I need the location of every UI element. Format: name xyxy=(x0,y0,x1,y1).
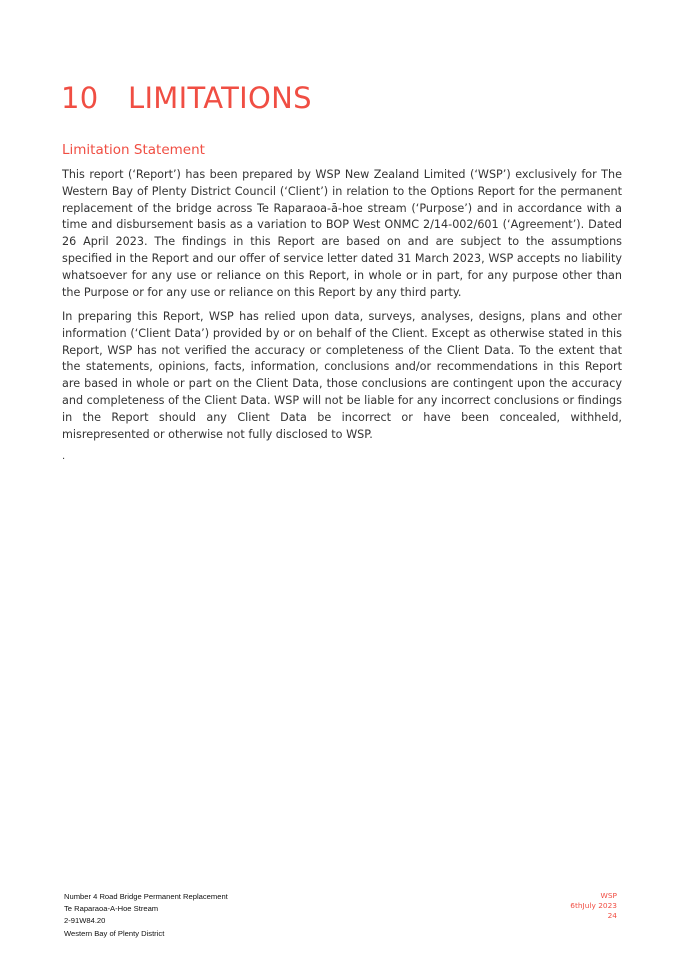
paragraph-client-data: In preparing this Report, WSP has relied upon data, surveys, analyses, designs, plans and other information (‘Client Data’) provided by or on behalf of the Client. Except as otherwise stated in this Report, WSP has not verified the accuracy or completeness of the Client Data. To the extent that the statements, opinions, facts, information, conclusions and/or recommendations in this Report are based in whole or part on the Client Data, those conclusions are contingent upon the accuracy and completeness of the Client Data. WSP will not be liable for any incorrect conclusions or findings in the Report should any Client Data be incorrect or have been concealed, withheld, misrepresented or otherwise not fully disclosed to WSP. xyxy=(62,310,622,441)
footer-company: WSP xyxy=(600,891,617,900)
footer-project-code: 2-91W84.20 xyxy=(64,916,106,926)
chapter-heading xyxy=(61,81,312,115)
footer-page-number: 24 xyxy=(607,911,617,921)
footer-company-info xyxy=(570,891,617,922)
footer-project-info xyxy=(64,891,228,940)
footer-date: 6thJuly 2023 xyxy=(570,901,617,911)
section-heading: Limitation Statement xyxy=(62,142,205,158)
chapter-title: LIMITATIONS xyxy=(128,81,312,115)
footer-project-name: Number 4 Road Bridge Permanent Replacement xyxy=(64,892,228,901)
stray-period-mark: . xyxy=(62,451,66,462)
footer-stream-name: Te Raparaoa-A-Hoe Stream xyxy=(64,904,159,914)
chapter-number: 10 xyxy=(61,81,99,115)
footer-district: Western Bay of Plenty District xyxy=(64,928,165,938)
paragraph-limitation-statement: This report (‘Report’) has been prepared by WSP New Zealand Limited (‘WSP’) exclusively for The Western Bay of Plenty District Council (‘Client’) in relation to the Options Report for the permanent replacement of the bridge across Te Raparaoa-ā-hoe stream (‘Purpose’) and in accordance with a time and disbursement basis as a variation to BOP West ONMC 2/14-002/601 (‘Agreement’). Dated 26 April 2023. The findings in this Report are based on and are subject to the assumptions specified in the Report and our offer of service letter dated 31 March 2023, WSP accepts no liability whatsoever for any use or reliance on this Report, in whole or in part, for any purpose other than the Purpose or for any use or reliance on this Report by any third party. xyxy=(62,168,622,299)
